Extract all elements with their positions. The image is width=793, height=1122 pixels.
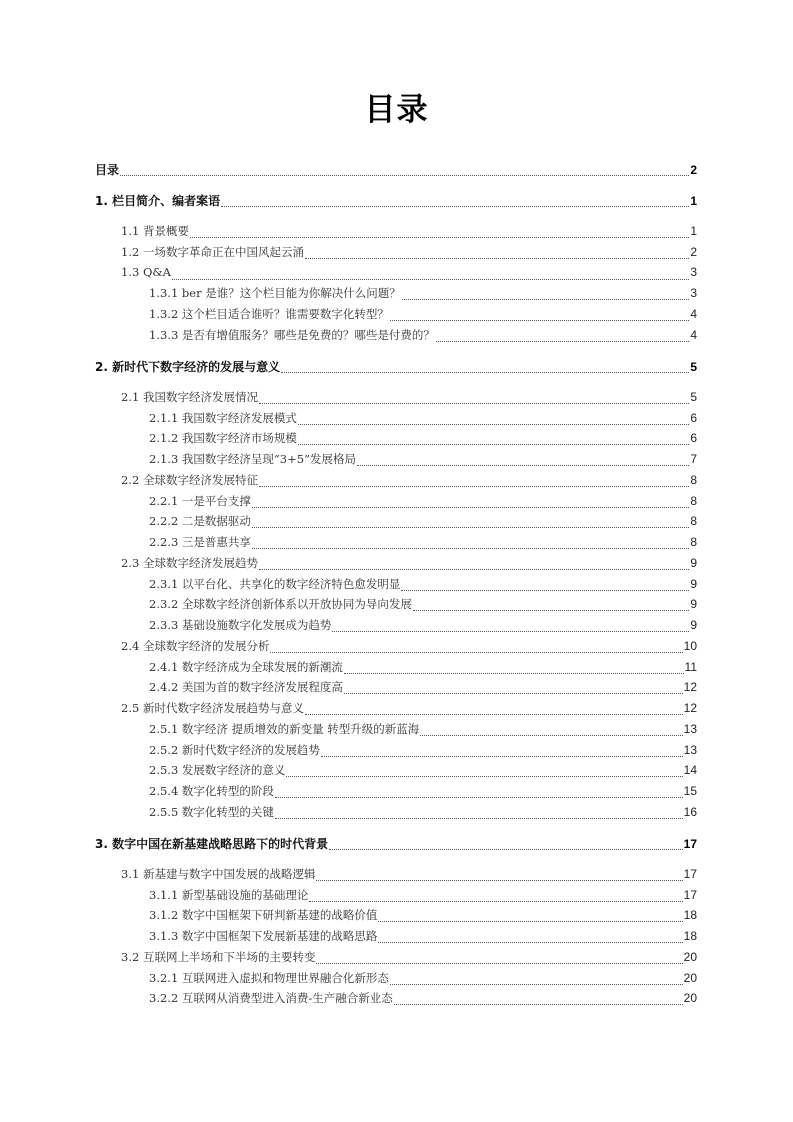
- toc-entry-label: 3.2 互联网上半场和下半场的主要转变: [121, 950, 316, 964]
- toc-subsection-entry[interactable]: [149, 327, 697, 345]
- toc-subsection-entry[interactable]: [149, 742, 697, 760]
- toc-leader-dots: [286, 776, 682, 777]
- toc-subsection-entry[interactable]: [149, 928, 697, 946]
- toc-section-entry[interactable]: [121, 949, 697, 967]
- toc-subsection-entry[interactable]: [149, 887, 697, 905]
- toc-leader-dots: [344, 693, 683, 694]
- toc-leader-dots: [378, 921, 682, 922]
- toc-leader-dots: [402, 299, 690, 300]
- toc-page-number: 13: [683, 722, 697, 736]
- toc-subsection-entry[interactable]: [149, 306, 697, 324]
- toc-page-number: 8: [690, 473, 697, 487]
- toc-entry-label: 1.2 一场数字革命正在中国风起云涌: [121, 245, 304, 259]
- toc-subsection-entry[interactable]: [149, 493, 697, 511]
- toc-entry-label: 2.5.3 发展数字经济的意义: [149, 763, 286, 777]
- toc-page-number: 12: [683, 701, 697, 715]
- toc-subsection-entry[interactable]: [149, 990, 697, 1008]
- toc-leader-dots: [413, 610, 689, 611]
- toc-entry-label: 2.2.2 二是数据驱动: [149, 514, 251, 528]
- toc-entry-label: 2.4.1 数字经济成为全球发展的新潮流: [149, 660, 343, 674]
- toc-section-entry[interactable]: [121, 472, 697, 490]
- toc-leader-dots: [252, 527, 689, 528]
- toc-page-number: 16: [683, 805, 697, 819]
- toc-entry-label: 1.3.3 是否有增值服务？哪些是免费的？哪些是付费的？: [149, 328, 435, 342]
- toc-page-number: 1: [690, 224, 697, 238]
- toc-leader-dots: [298, 424, 689, 425]
- toc-page-number: 18: [683, 929, 697, 943]
- toc-section-entry[interactable]: [121, 244, 697, 262]
- toc-page-number: 13: [683, 743, 697, 757]
- toc-entry-label: 3.1.1 新型基础设施的基础理论: [149, 888, 309, 902]
- toc-leader-dots: [259, 403, 689, 404]
- toc-subsection-entry[interactable]: [149, 617, 697, 635]
- toc-leader-dots: [221, 206, 689, 207]
- toc-section-entry[interactable]: [121, 223, 697, 241]
- toc-entry-label: 2.3.3 基础设施数字化发展成为趋势: [149, 618, 332, 632]
- toc-leader-dots: [332, 631, 689, 632]
- toc-leader-dots: [316, 880, 682, 881]
- toc-entry-label: 2.3 全球数字经济发展趋势: [121, 556, 258, 570]
- toc-page-number: 18: [683, 908, 697, 922]
- toc-leader-dots: [252, 507, 689, 508]
- toc-subsection-entry[interactable]: [149, 451, 697, 469]
- toc-page-number: 20: [683, 991, 697, 1005]
- toc-page-number: 9: [690, 618, 697, 632]
- toc-page-number: 17: [683, 867, 697, 881]
- toc-page-number: 4: [690, 307, 697, 321]
- toc-subsection-entry[interactable]: [149, 679, 697, 697]
- toc-entry-label: 2.2 全球数字经济发展特征: [121, 473, 258, 487]
- toc-subsection-entry[interactable]: [149, 659, 697, 677]
- toc-leader-dots: [357, 465, 689, 466]
- toc-subsection-entry[interactable]: [149, 783, 697, 801]
- toc-subsection-entry[interactable]: [149, 907, 697, 925]
- toc-page-number: 17: [683, 837, 697, 851]
- toc-page-number: 2: [690, 245, 697, 259]
- toc-subsection-entry[interactable]: [149, 285, 697, 303]
- toc-entry-label: 1. 栏目简介、编者案语: [95, 194, 221, 208]
- toc-entry-label: 2.4.2 美国为首的数字经济发展程度高: [149, 680, 343, 694]
- toc-subsection-entry[interactable]: [149, 970, 697, 988]
- toc-leader-dots: [190, 237, 689, 238]
- toc-leader-dots: [390, 984, 683, 985]
- toc-entry-label: 2.5.1 数字经济 提质增效的新变量 转型升级的新蓝海: [149, 722, 420, 736]
- toc-page-number: 8: [690, 514, 697, 528]
- toc-page-number: 10: [683, 639, 697, 653]
- toc-entry-label: 2.5.4 数字化转型的阶段: [149, 784, 274, 798]
- toc-chapter-entry[interactable]: [95, 192, 697, 210]
- toc-chapter-entry[interactable]: [95, 161, 697, 179]
- toc-entry-label: 1.3.2 这个栏目适合谁听？谁需要数字化转型？: [149, 307, 389, 321]
- toc-leader-dots: [252, 548, 689, 549]
- toc-entry-label: 2.5.2 新时代数字经济的发展趋势: [149, 743, 320, 757]
- toc-page-number: 5: [690, 360, 697, 374]
- toc-leader-dots: [344, 673, 684, 674]
- toc-subsection-entry[interactable]: [149, 762, 697, 780]
- toc-leader-dots: [259, 569, 689, 570]
- toc-entry-label: 2.1 我国数字经济发展情况: [121, 390, 258, 404]
- toc-section-entry[interactable]: [121, 389, 697, 407]
- toc-page-number: 8: [690, 535, 697, 549]
- toc-subsection-entry[interactable]: [149, 804, 697, 822]
- toc-leader-dots: [298, 444, 689, 445]
- toc-page-number: 5: [690, 390, 697, 404]
- toc-entry-label: 1.3 Q&A: [121, 265, 171, 279]
- toc-page-number: 1: [690, 194, 697, 208]
- toc-page-number: 15: [683, 784, 697, 798]
- toc-leader-dots: [305, 258, 689, 259]
- toc-subsection-entry[interactable]: [149, 576, 697, 594]
- toc-leader-dots: [120, 175, 689, 176]
- toc-entry-label: 1.1 背景概要: [121, 224, 189, 238]
- toc-page-number: 8: [690, 494, 697, 508]
- toc-page-number: 11: [684, 660, 697, 674]
- toc-leader-dots: [305, 714, 683, 715]
- toc-entry-label: 3.1.3 数字中国框架下发展新基建的战略思路: [149, 929, 378, 943]
- toc-page-number: 3: [690, 286, 697, 300]
- toc-leader-dots: [394, 1004, 683, 1005]
- toc-leader-dots: [309, 901, 682, 902]
- toc-section-entry[interactable]: [121, 638, 697, 656]
- toc-page-number: 9: [690, 597, 697, 611]
- toc-leader-dots: [316, 963, 682, 964]
- toc-leader-dots: [281, 372, 689, 373]
- toc-section-entry[interactable]: [121, 265, 697, 283]
- toc-entry-label: 3.1.2 数字中国框架下研判新基建的战略价值: [149, 908, 378, 922]
- toc-chapter-entry[interactable]: [95, 358, 697, 376]
- toc-leader-dots: [259, 486, 689, 487]
- toc-subsection-entry[interactable]: [149, 430, 697, 448]
- toc-page-number: 3: [690, 265, 697, 279]
- toc-page-number: 6: [690, 431, 697, 445]
- toc-page-number: 12: [683, 680, 697, 694]
- toc-subsection-entry[interactable]: [149, 534, 697, 552]
- toc-entry-label: 2.1.3 我国数字经济呈现“3+5”发展格局: [149, 452, 356, 466]
- toc-entry-label: 2.2.1 一是平台支撑: [149, 494, 251, 508]
- toc-entry-label: 2.3.1 以平台化、共享化的数字经济特色愈发明显: [149, 577, 401, 591]
- toc-entry-label: 2. 新时代下数字经济的发展与意义: [95, 360, 281, 374]
- toc-leader-dots: [329, 849, 683, 850]
- toc-entry-label: 2.2.3 三是普惠共享: [149, 535, 251, 549]
- toc-entry-label: 2.4 全球数字经济的发展分析: [121, 639, 270, 653]
- toc-chapter-entry[interactable]: [95, 835, 697, 853]
- toc-page-number: 7: [690, 452, 697, 466]
- toc-entry-label: 2.1.2 我国数字经济市场规模: [149, 431, 297, 445]
- toc-page-number: 4: [690, 328, 697, 342]
- toc-page-number: 9: [690, 556, 697, 570]
- toc-subsection-entry[interactable]: [149, 596, 697, 614]
- toc-leader-dots: [401, 590, 689, 591]
- toc-page-number: 9: [690, 577, 697, 591]
- toc-leader-dots: [172, 279, 689, 280]
- toc-subsection-entry[interactable]: [149, 721, 697, 739]
- toc-section-entry[interactable]: [121, 700, 697, 718]
- toc-entry-label: 3.2.1 互联网进入虚拟和物理世界融合化新形态: [149, 971, 389, 985]
- toc-entry-label: 3. 数字中国在新基建战略思路下的时代背景: [95, 837, 329, 851]
- toc-page-number: 2: [690, 163, 697, 177]
- toc-page-number: 14: [683, 763, 697, 777]
- toc-entry-label: 2.3.2 全球数字经济创新体系以开放协同为导向发展: [149, 597, 412, 611]
- toc-entry-label: 2.1.1 我国数字经济发展模式: [149, 411, 297, 425]
- toc-entry-label: 目录: [95, 163, 120, 177]
- toc-subsection-entry[interactable]: [149, 410, 697, 428]
- toc-entry-label: 2.5 新时代数字经济发展趋势与意义: [121, 701, 304, 715]
- page-title: 目录: [364, 92, 429, 128]
- toc-leader-dots: [390, 320, 689, 321]
- toc-section-entry[interactable]: [121, 555, 697, 573]
- toc-leader-dots: [378, 942, 682, 943]
- toc-leader-dots: [321, 756, 683, 757]
- toc-entry-label: 3.2.2 互联网从消费型进入消费-生产融合新业态: [149, 991, 393, 1005]
- toc-entry-label: 1.3.1 ber 是谁？这个栏目能为你解决什么问题？: [149, 286, 401, 300]
- toc-page-number: 20: [683, 971, 697, 985]
- toc-leader-dots: [275, 797, 683, 798]
- toc-subsection-entry[interactable]: [149, 513, 697, 531]
- toc-leader-dots: [436, 341, 689, 342]
- toc-page-number: 20: [683, 950, 697, 964]
- toc-section-entry[interactable]: [121, 866, 697, 884]
- toc-page-number: 17: [683, 888, 697, 902]
- toc-entry-label: 2.5.5 数字化转型的关键: [149, 805, 274, 819]
- toc-entry-label: 3.1 新基建与数字中国发展的战略逻辑: [121, 867, 316, 881]
- toc-leader-dots: [420, 735, 682, 736]
- toc-page-number: 6: [690, 411, 697, 425]
- toc-leader-dots: [275, 818, 683, 819]
- toc-leader-dots: [270, 652, 682, 653]
